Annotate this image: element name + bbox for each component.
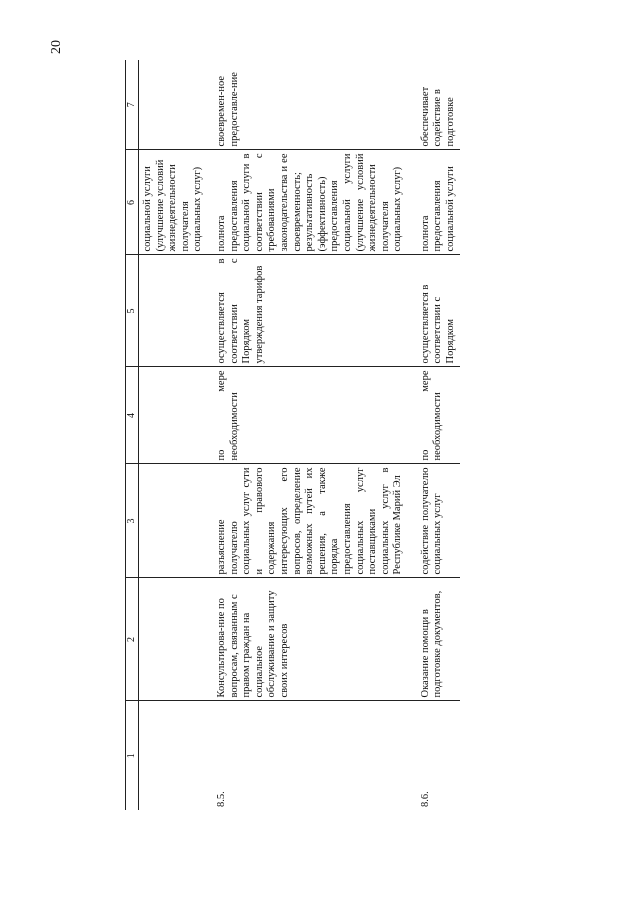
cell-service-name: Консультирова-ние по вопросам, связанным с правом граждан на социальное обслуживание и защиту своих интересов: [213, 578, 417, 701]
cell-term: по мере необходимости: [417, 367, 460, 464]
cell-quality: полнота предоставления социальной услуги в соответствии с требованиями законодательства и ее своевременность; результативность (эффективность) предоставления социальной услуги (улучшение условий жизнедеятельности получателя социальных услуг): [213, 150, 417, 255]
services-table: [125, 60, 460, 810]
page-number: 20: [49, 40, 64, 54]
col-header-7: 7: [126, 60, 139, 150]
cell-conditions: обеспечивает содействие в подготовке: [419, 86, 457, 147]
cell-term: по мере необходимости: [213, 367, 417, 464]
cell-number: 8.6.: [417, 701, 460, 810]
rotated-table-sheet: [125, 60, 543, 810]
table-row-8-5: [213, 60, 417, 810]
cell-description: содействие получателю социальных услуг: [417, 464, 460, 578]
cell-conditions: своевремен-ное предоставле-ние: [215, 72, 240, 147]
col-header-1: 1: [126, 701, 139, 810]
col-header-6: 6: [126, 150, 139, 255]
cell-quality: полнота предоставления социальной услуги: [417, 150, 460, 255]
col-header-2: 2: [126, 578, 139, 701]
cell-description: разъяснение получателю социальных услуг сути и правового содержания интересующих его вопросов, определение возможных путей их решения, а также порядка предоставления социальных услуг поставщиками социальных услуг в Республике Марий Эл: [213, 464, 417, 578]
cell-tariff: осуществляется в соответствии с Порядком утверждения тарифов: [213, 255, 417, 367]
cell-tariff: осуществляется в соответствии с Порядком: [417, 255, 460, 367]
col-header-3: 3: [126, 464, 139, 578]
column-number-row: [126, 60, 139, 810]
col-header-5: 5: [126, 255, 139, 367]
cell-number: 8.5.: [213, 701, 417, 810]
table-row-8-6: [417, 60, 460, 810]
cell-quality-continued: социальной услуги (улучшение условий жизнедеятельности получателя социальных услуг): [139, 150, 213, 255]
col-header-4: 4: [126, 367, 139, 464]
cell-service-name: Оказание помощи в подготовке документов,: [417, 578, 460, 701]
table-row-continuation: [139, 60, 213, 810]
